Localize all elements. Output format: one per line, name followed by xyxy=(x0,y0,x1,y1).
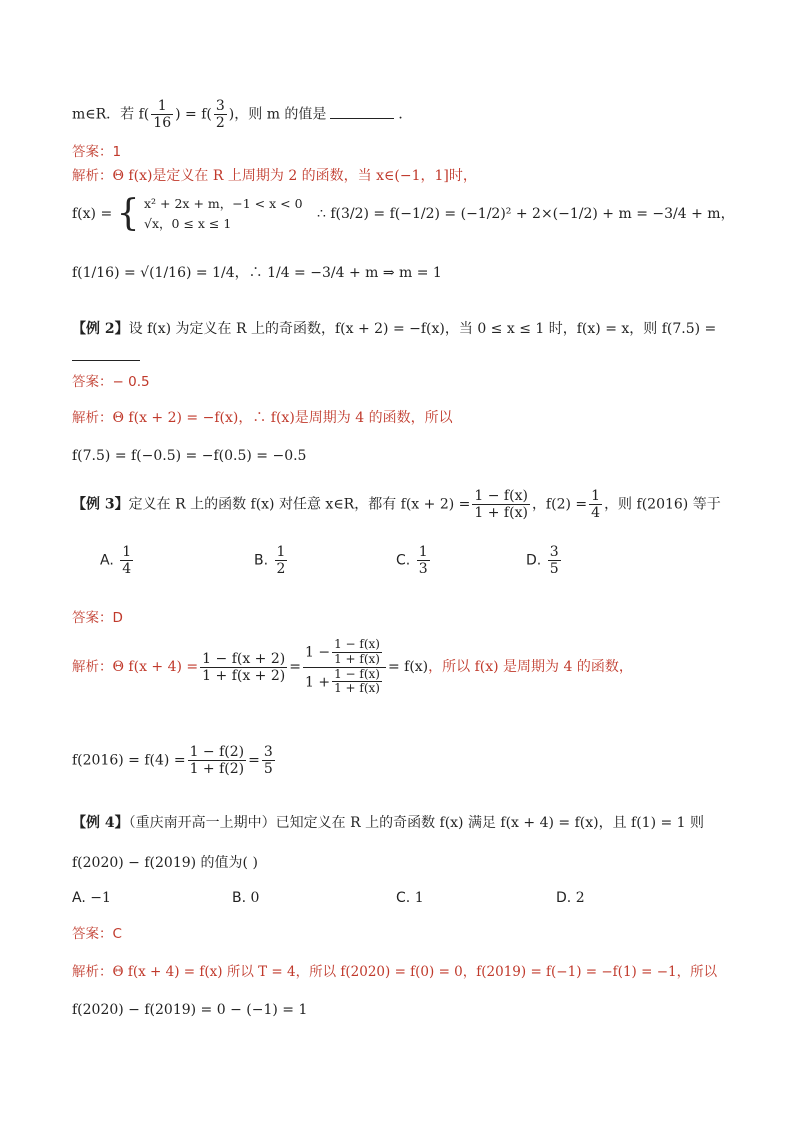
ex4-question xyxy=(72,812,704,832)
ex3-question-end: ，则 f(2016) 等于 xyxy=(604,496,721,513)
question-tail xyxy=(72,98,412,131)
fraction-1-16: $\frac{1}{16}$ xyxy=(153,98,172,132)
analysis-label: 解析： xyxy=(72,659,113,676)
ex2-calc: f(7.5) = f(−0.5) = −f(0.5) = −0.5 xyxy=(72,448,307,464)
answer-blank xyxy=(72,346,140,361)
analysis-post: ，所以 f(x) 是周期为 4 的函数， xyxy=(428,659,633,676)
analysis-fraction-1: $\frac{1 - f(x + 2)}{1 + f(x + 2)}$ xyxy=(202,650,286,684)
analysis-text: Θ f(x + 4) = f(x) 所以 T = 4，所以 f(2020) = f(0) = 0，f(2019) = f(−1) = −f(1) = −1，所以 xyxy=(112,964,718,980)
ex1-piecewise xyxy=(72,194,735,234)
ex4-option-a: A. −1 xyxy=(72,890,111,906)
analysis-label: 解析： xyxy=(72,410,113,426)
ex2-blank xyxy=(72,346,144,365)
ex3-answer: 答案：D xyxy=(72,610,123,626)
question-mid: ) = f( xyxy=(175,106,212,123)
ex3-option-b: B. $\frac{1}{2}$ xyxy=(254,544,286,578)
analysis-eq-fx: = f(x) xyxy=(387,659,429,676)
ex4-option-c: C. 1 xyxy=(396,890,424,906)
ex2-question xyxy=(72,318,716,338)
example-label: 【例 3】 xyxy=(72,496,129,513)
brace-symbol: { xyxy=(116,193,140,234)
ex3-recurrence-fraction: $\frac{1 - f(x)}{1 + f(x)}$ xyxy=(474,488,528,522)
example-label: 【例 4】 xyxy=(72,815,129,831)
ex3-option-a: A. $\frac{1}{4}$ xyxy=(100,544,132,578)
ex3-analysis: 解析：Θ f(x + 4) = $\frac{1 - f(x + 2)}{1 + f(x + 2)}$ = 1 − $\frac{1 - f(x)}{1 + f(x)}$ 1 + $\frac{1 - f(x)}{1 + f(x)}$ = f(x)，所以 f(x) 是周期为 4 的函数， xyxy=(72,637,633,696)
ex4-answer: 答案：C xyxy=(72,926,122,942)
ex2-question-text: 设 f(x) 为定义在 R 上的奇函数，f(x + 2) = −f(x)，当 0 ≤ x ≤ 1 时，f(x) = x，则 f(7.5) = xyxy=(128,321,717,337)
ex4-option-d: D. 2 xyxy=(556,890,585,906)
ex3-option-c: C. $\frac{1}{3}$ xyxy=(396,544,428,578)
analysis-text: Θ f(x + 2) = −f(x)，∴ f(x)是周期为 4 的函数，所以 xyxy=(112,410,453,426)
question-end: ． xyxy=(398,106,413,123)
ex4-analysis xyxy=(72,960,717,980)
question-suffix: )，则 m 的值是 xyxy=(228,106,327,123)
question-prefix: m∈R．若 f( xyxy=(72,106,150,123)
ex3-question xyxy=(72,488,721,521)
ex2-analysis xyxy=(72,406,453,427)
ex4-option-b: B. 0 xyxy=(232,890,260,906)
analysis-pre: Θ f(x + 4) = xyxy=(112,659,199,676)
ex1-calc1: ∴ f(3/2) = f(−1/2) = (−1/2)² + 2×(−1/2) + m = −3/4 + m， xyxy=(316,206,735,222)
ex1-answer: 答案：1 xyxy=(72,144,122,160)
answer-blank xyxy=(330,104,394,119)
analysis-compound-fraction: 1 − $\frac{1 - f(x)}{1 + f(x)}$ 1 + $\frac{1 - f(x)}{1 + f(x)}$ xyxy=(303,638,386,696)
example-label: 【例 2】 xyxy=(72,321,129,337)
ex4-calc: f(2020) − f(2019) = 0 − (−1) = 1 xyxy=(72,1002,308,1018)
ex3-question-pre: 定义在 R 上的函数 f(x) 对任意 x∈R，都有 f(x + 2) = xyxy=(128,496,471,513)
ex3-option-d: D. $\frac{3}{5}$ xyxy=(526,544,559,578)
ex1-analysis xyxy=(72,164,477,185)
piecewise-cases: x² + 2x + m，−1 < x < 0 √x，0 ≤ x ≤ 1 xyxy=(144,196,303,231)
analysis-label: 解析： xyxy=(72,168,113,184)
analysis-text: Θ f(x)是定义在 R 上周期为 2 的函数，当 x∈(−1，1]时， xyxy=(112,168,477,184)
analysis-label: 解析： xyxy=(72,964,113,980)
ex3-f2-fraction: $\frac{1}{4}$ xyxy=(591,488,601,522)
ex3-question-post: ，f(2) = xyxy=(531,496,588,513)
ex4-question-text: （重庆南开高一上期中）已知定义在 R 上的奇函数 f(x) 满足 f(x + 4) = f(x)，且 f(1) = 1 则 xyxy=(128,815,705,831)
ex4-question2: f(2020) − f(2019) 的值为( ) xyxy=(72,855,258,871)
fraction-3-2: $\frac{3}{2}$ xyxy=(215,98,225,132)
ex1-calc2: f(1/16) = √(1/16) = 1/4，∴ 1/4 = −3/4 + m ⇒ m = 1 xyxy=(72,265,442,281)
ex3-calc: f(2016) = f(4) = $\frac{1 - f(2)}{1 + f(2)}$ = $\frac{3}{5}$ xyxy=(72,744,273,778)
ex2-answer: 答案：− 0.5 xyxy=(72,374,150,390)
piecewise-lhs: f(x) = xyxy=(72,206,113,222)
